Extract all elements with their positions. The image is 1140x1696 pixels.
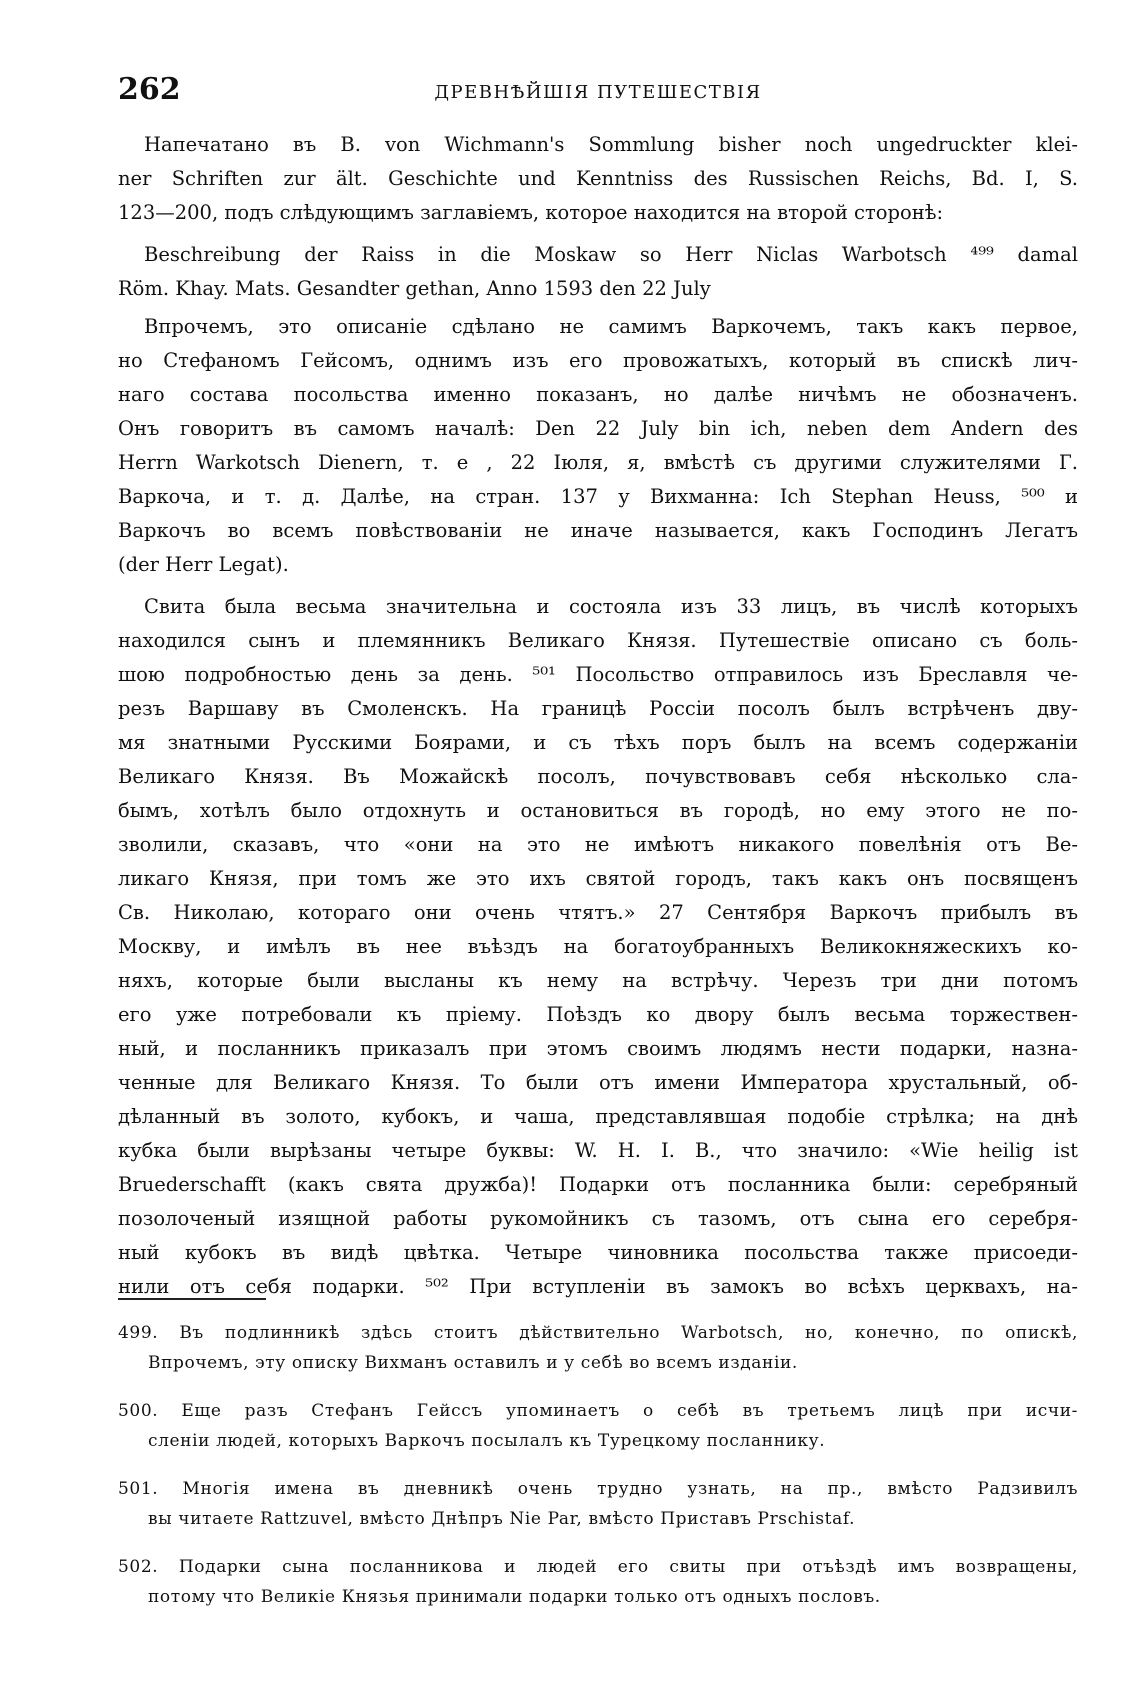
text-line: Свита была весьма значительна и состояла изъ 33 лицъ, въ числѣ которыхъ — [144, 595, 1078, 618]
footnote-500 — [118, 1396, 1078, 1456]
text-line: позолоченый изящной работы рукомойникъ съ тазомъ, отъ сына его серебря- — [118, 1207, 1078, 1230]
footnote-line: потому что Великіе Князья принимали подарки только отъ одныхъ пословъ. — [148, 1587, 881, 1607]
footnote-501 — [118, 1474, 1078, 1534]
text-line: (der Herr Legat). — [118, 553, 289, 576]
footnote-499 — [118, 1318, 1078, 1378]
german-title-block — [118, 238, 1078, 306]
text-line: Св. Николаю, котораго они очень чтятъ.» 27 Сентября Варкочъ прибылъ въ — [118, 901, 1078, 924]
footnote-line: вы читаете Rattzuvel, вмѣсто Днѣпръ Nie Par, вмѣсто Приставъ Prschistaf. — [148, 1509, 856, 1529]
text-line: няхъ, которые были высланы къ нему на встрѣчу. Черезъ три дни потомъ — [118, 969, 1078, 992]
text-line: ный, и посланникъ приказалъ при этомъ своимъ людямъ нести подарки, назна- — [118, 1037, 1078, 1060]
text-line: ный кубокъ въ видѣ цвѣтка. Четыре чиновника посольства также присоеди- — [118, 1241, 1078, 1264]
text-line: ченные для Великаго Князя. То были отъ имени Императора хрустальный, об- — [118, 1071, 1078, 1094]
text-line: Напечатано въ В. von Wichmann's Sommlung bisher noch ungedruckter klei- — [144, 133, 1078, 156]
text-line: шою подробностью день за день. ⁵⁰¹ Посольство отправилось изъ Бреславля че- — [118, 663, 1078, 686]
text-line: резъ Варшаву въ Смоленскъ. На границѣ Россіи посолъ былъ встрѣченъ дву- — [118, 697, 1078, 720]
running-title: ДРЕВНѢЙШІЯ ПУТЕШЕСТВІЯ — [434, 82, 762, 103]
text-line: кубка были вырѣзаны четыре буквы: W. H. I. B., что значило: «Wie heilig ist — [118, 1139, 1078, 1162]
text-line: дѣланный въ золото, кубокъ, и чаша, представлявшая подобіе стрѣлка; на днѣ — [118, 1105, 1078, 1128]
text-line: Онъ говоритъ въ самомъ началѣ: Den 22 July bin ich, neben dem Andern des — [118, 417, 1078, 440]
text-line: Bruederschafft (какъ свята дружба)! Подарки отъ посланника были: серебряный — [118, 1173, 1078, 1196]
paragraph-author — [118, 310, 1078, 582]
footnote-line: 501. Многія имена въ дневникѣ очень трудно узнать, на пр., вмѣсто Радзивилъ — [118, 1479, 1078, 1499]
text-line: его уже потребовали къ пріему. Поѣздъ ко двору былъ весьма торжествен- — [118, 1003, 1078, 1026]
text-line: мя знатными Русскими Боярами, и съ тѣхъ поръ былъ на всемъ содержаніи — [118, 731, 1078, 754]
footnote-line: сленіи людей, которыхъ Варкочъ посылалъ къ Турецкому посланнику. — [148, 1431, 826, 1451]
text-line: бымъ, хотѣлъ было отдохнуть и остановиться въ городѣ, но ему этого не по- — [118, 799, 1078, 822]
page-number: 262 — [118, 72, 181, 107]
text-line: находился сынъ и племянникъ Великаго Князя. Путешествіе описано съ боль- — [118, 629, 1078, 652]
footnote-divider — [118, 1298, 266, 1300]
paragraph-suite — [118, 590, 1078, 1304]
text-line: Beschreibung der Raiss in die Moskaw so Herr Niclas Warbotsch ⁴⁹⁹ damal — [144, 243, 1078, 266]
text-line: Впрочемъ, это описаніе сдѣлано не самимъ Варкочемъ, такъ какъ первое, — [144, 315, 1078, 338]
footnote-line: 502. Подарки сына посланникова и людей его свиты при отъѣздѣ имъ возвращены, — [118, 1557, 1078, 1577]
running-head — [118, 72, 1078, 112]
footnote-line: 499. Въ подлинникѣ здѣсь стоитъ дѣйствительно Warbotsch, но, конечно, по опискѣ, — [118, 1323, 1078, 1343]
footnote-line: Впрочемъ, эту описку Вихманъ оставилъ и у себѣ во всемъ изданіи. — [148, 1353, 798, 1373]
text-line: но Стефаномъ Гейсомъ, однимъ изъ его провожатыхъ, который въ спискѣ лич- — [118, 349, 1078, 372]
text-line: наго состава посольства именно показанъ, но далѣе ничѣмъ не обозначенъ. — [118, 383, 1078, 406]
intro-paragraph — [118, 128, 1078, 230]
text-line: Herrn Warkotsch Dienern, т. е , 22 Іюля, я, вмѣстѣ съ другими служителями Г. — [118, 451, 1078, 474]
footnote-502 — [118, 1552, 1078, 1612]
text-line: 123—200, подъ слѣдующимъ заглавіемъ, которое находится на второй сторонѣ: — [118, 201, 944, 224]
text-line: зволили, сказавъ, что «они на это не имѣютъ никакого повелѣнія отъ Ве- — [118, 833, 1078, 856]
text-line: Варкоча, и т. д. Далѣе, на стран. 137 у Вихманна: Ich Stephan Heuss, ⁵⁰⁰ и — [118, 485, 1078, 508]
text-line: ликаго Князя, при томъ же это ихъ святой городъ, такъ какъ онъ посвященъ — [118, 867, 1078, 890]
text-line: Röm. Khay. Mats. Gesandter gethan, Anno 1593 den 22 July — [118, 277, 711, 300]
text-line: нили отъ себя подарки. ⁵⁰² При вступленіи въ замокъ во всѣхъ церквахъ, на- — [118, 1275, 1078, 1298]
text-line: Великаго Князя. Въ Можайскѣ посолъ, почувствовавъ себя нѣсколько сла- — [118, 765, 1078, 788]
text-line: Москву, и имѣлъ въ нее въѣздъ на богатоубранныхъ Великокняжескихъ ко- — [118, 935, 1078, 958]
text-line: ner Schriften zur ält. Geschichte und Kenntniss des Russischen Reichs, Bd. I, S. — [118, 167, 1078, 190]
text-line: Варкочъ во всемъ повѣствованіи не иначе называется, какъ Господинъ Легатъ — [118, 519, 1078, 542]
footnote-line: 500. Еще разъ Стефанъ Гейссъ упоминаетъ о себѣ въ третьемъ лицѣ при исчи- — [118, 1401, 1078, 1421]
